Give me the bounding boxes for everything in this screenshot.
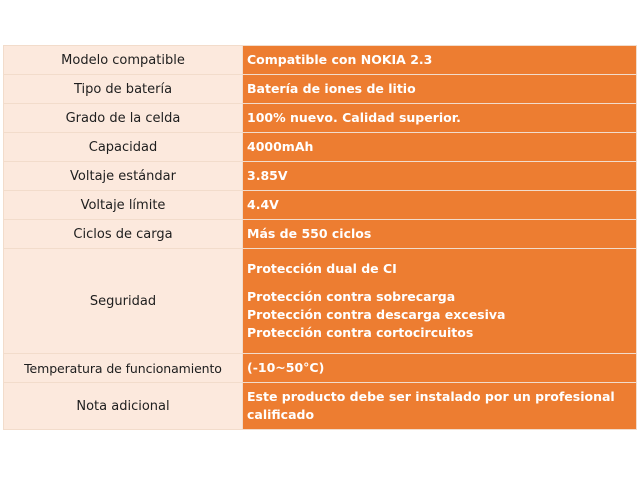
security-line: Protección contra cortocircuitos <box>247 325 474 340</box>
security-spacer <box>247 278 636 288</box>
spec-value: 100% nuevo. Calidad superior. <box>243 104 637 133</box>
spec-label: Voltaje estándar <box>4 162 243 191</box>
table-row-security <box>4 249 637 354</box>
battery-spec-table <box>3 45 637 430</box>
table-row <box>4 104 637 133</box>
spec-label: Seguridad <box>4 249 243 354</box>
spec-value: 3.85V <box>243 162 637 191</box>
security-line: Protección dual de CI <box>247 261 397 276</box>
spec-label: Ciclos de carga <box>4 220 243 249</box>
table-row <box>4 75 637 104</box>
table-row <box>4 162 637 191</box>
spec-value: Batería de iones de litio <box>243 75 637 104</box>
note-text: Este producto debe ser instalado por un profesional calificado <box>247 389 615 422</box>
security-line: Protección contra sobrecarga <box>247 289 456 304</box>
spec-value: (-10~50°C) <box>243 354 637 383</box>
spec-label: Tipo de batería <box>4 75 243 104</box>
table-row <box>4 354 637 383</box>
table-row <box>4 220 637 249</box>
table-row-note <box>4 383 637 430</box>
table-row <box>4 46 637 75</box>
security-features <box>243 249 637 354</box>
spec-value: 4.4V <box>243 191 637 220</box>
spec-value <box>243 383 637 430</box>
spec-value: Más de 550 ciclos <box>243 220 637 249</box>
spec-label: Temperatura de funcionamiento <box>4 354 243 383</box>
spec-value: Compatible con NOKIA 2.3 <box>243 46 637 75</box>
spec-label: Grado de la celda <box>4 104 243 133</box>
table-row <box>4 133 637 162</box>
spec-label: Nota adicional <box>4 383 243 430</box>
spec-label: Voltaje límite <box>4 191 243 220</box>
spec-label: Modelo compatible <box>4 46 243 75</box>
spec-label: Capacidad <box>4 133 243 162</box>
table-row <box>4 191 637 220</box>
spec-value: 4000mAh <box>243 133 637 162</box>
security-line: Protección contra descarga excesiva <box>247 307 506 322</box>
